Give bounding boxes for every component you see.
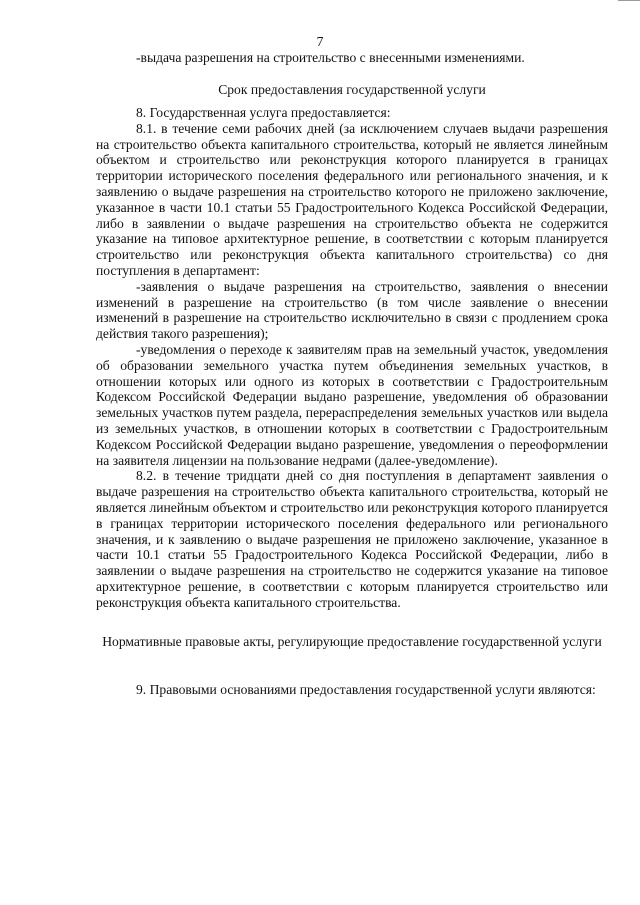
body-text-block-4	[96, 634, 608, 650]
lead-item: -выдача разрешения на строительство с внесенными изменениями.	[136, 50, 525, 65]
paragraph-8-2: 8.2. в течение тридцати дней со дня поступления в департамент заявления о выдаче разрешения на строительство объекта капитального строительства, который не является линейным объектом и строительство или реконструкция которого планируется в границах территории исторического поселения федерального или регионального значения, и к заявлению о выдаче разрешения не приложено заключение, указанное в части 10.1 статьи 55 Градостроительного Кодекса Российской Федерации, либо в заявлении о выдаче разрешения на строительство не содержится указание на типовое архитектурное решение, в соответствии с которым планируется строительство или реконструкция объекта капитального строительства.	[96, 468, 608, 610]
page-number: 7	[316, 34, 324, 49]
section-heading-term: Срок предоставления государственной услуги	[218, 82, 486, 97]
paragraph-8-1-applications: -заявления о выдаче разрешения на строительство, заявления о внесении изменений в разрешение на строительство (в том числе заявление о внесении изменений в разрешение на строительство исключительно в связи с продлением срока действия такого разрешения);	[96, 278, 608, 342]
body-text-block-3	[96, 105, 608, 611]
paragraph-8-1-notifications: -уведомления о переходе к заявителям прав на земельный участок, уведомления об образовании земельного участка путем объединения земельных участков, в отношении которых или одного из которых в соответствии с Градостроительным Кодексом Российской Федерации выдано разрешение, уведомления об образовании земельных участков путем раздела, перераспределения земельных участков или выдела из земельных участков, в отношении которых в соответствии с Градостроительным Кодексом Российской Федерации выдано разрешение, уведомления о переоформлении на заявителя лицензии на пользование недрами (далее-уведомление).	[96, 341, 608, 468]
paragraph-8-1: 8.1. в течение семи рабочих дней (за исключением случаев выдачи разрешения на строительство объекта капитального строительства, который не является линейным объектом и строительство или реконструкция которого планируется в границах территории исторического поселения федерального или регионального значения, и к заявлению о выдаче разрешения на строительство которого не приложено заключение, указанное в части 10.1 статьи 55 Градостроительного Кодекса Российской Федерации, либо в заявлении о выдаче разрешения на строительство объекта не содержится указание на типовое архитектурное решение, в соответствии с которым планируется строительство или реконструкция объекта капитального строительства) со дня поступления в департамент:	[96, 120, 608, 278]
scan-corner-mark	[618, 0, 640, 5]
body-text-block-2	[96, 82, 608, 98]
paragraph-8: 8. Государственная услуга предоставляется:	[136, 105, 391, 120]
paragraph-9: 9. Правовыми основаниями предоставления государственной услуги являются:	[136, 682, 596, 697]
body-text-block-1	[96, 50, 608, 66]
section-heading-legal-acts: Нормативные правовые акты, регулирующие предоставление государственной услуги	[102, 634, 602, 649]
body-text-block-5	[96, 682, 608, 698]
